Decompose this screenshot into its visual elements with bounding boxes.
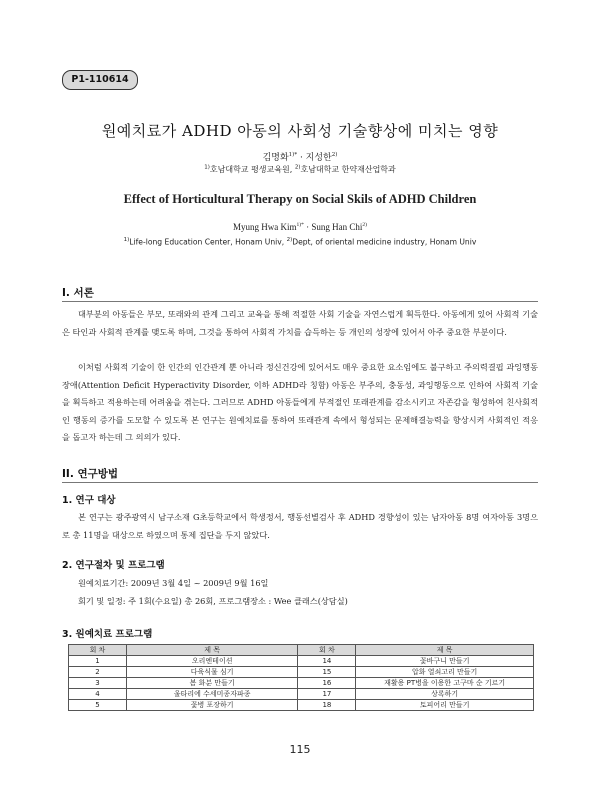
section-2-heading: II. 연구방법 xyxy=(62,468,119,480)
subsection-3-heading: 3. 원예치료 프로그램 xyxy=(62,629,153,640)
en-author-2-sup: 2) xyxy=(362,222,367,228)
header-title-1: 제 목 xyxy=(126,645,298,656)
english-affiliation xyxy=(0,237,600,247)
section-1-paragraph-1: 대부분의 아동들은 부모, 또래와의 관계 그리고 교육을 통해 적절한 사회 기술을 자연스럽게 획득한다. 아동에게 있어 사회적 기술은 타인과 사회적 관계를 맺도록 하며, 그것을 통하여 사회적 가치를 습득하는 등 개인의 성장에 있어서 아주 중요한 부분이다. xyxy=(62,309,538,337)
table-cell: 꽃병 포장하기 xyxy=(126,700,298,711)
en-author-1-sup: 1)* xyxy=(296,222,304,228)
table-cell: 압화 열쇠고리 만들기 xyxy=(356,667,534,678)
korean-affiliation xyxy=(0,164,600,175)
author-2-name: 지성한 xyxy=(305,153,332,163)
table-row xyxy=(69,700,534,711)
en-affil-2-sup: 2) xyxy=(286,237,293,243)
table-cell: 재활용 PT병을 이용한 고구마 순 기르기 xyxy=(356,678,534,689)
table-cell: 울타리에 수세미종자파종 xyxy=(126,689,298,700)
page-number: 115 xyxy=(289,743,311,756)
en-affil-1-sup: 1) xyxy=(123,237,130,243)
program-schedule: 회기 및 일정: 주 1회(수요일) 총 26회, 프로그램장소 : Wee 클래스(상담실) xyxy=(78,596,348,606)
en-author-2-name: Sung Han Chi xyxy=(311,222,363,232)
author-1-sup: 1)* xyxy=(288,152,298,158)
subsection-2-heading: 2. 연구절차 및 프로그램 xyxy=(62,560,165,571)
table-cell: 봄 화분 만들기 xyxy=(126,678,298,689)
table-cell: 2 xyxy=(69,667,127,678)
table-cell: 오리엔테이션 xyxy=(126,656,298,667)
table-cell: 16 xyxy=(298,678,356,689)
section-1-paragraph-2: 이처럼 사회적 기술이 한 인간의 인간관계 뿐 아니라 정신건강에 있어서도 매우 중요한 요소임에도 불구하고 주의력결핍 과잉행동장애(Attention Deficit Hyperactivity Disorder, 이하 ADHD라 칭함) 아동은 부주의, 충동성, 과잉행동으로 인하여 사회적 기술을 획득하고 적용하는데 어려움을 겪는다. 그러므로 ADHD 아동들에게 부적절인 또래관계를 감소시키고 자존감을 형성하여 친사회적인 행동의 증가를 도모할 수 있도록 본 연구는 원예치료를 통하여 또래관계 속에서 형성되는 문제해결능력을 향상시켜 사회적인 적응을 돕고자 하는데 그 의의가 있다. xyxy=(62,362,538,442)
korean-authors xyxy=(0,150,600,163)
table-header-row xyxy=(69,645,534,656)
header-session-1: 회 차 xyxy=(69,645,127,656)
section-2-rule xyxy=(62,482,538,483)
table-row xyxy=(69,656,534,667)
en-author-separator: · xyxy=(303,222,312,232)
affil-1-sup: 1) xyxy=(204,164,210,171)
en-affil-1-text: Life-long Education Center, Honam Univ, xyxy=(129,237,287,247)
en-author-1-name: Myung Hwa Kim xyxy=(233,222,297,232)
table-cell: 17 xyxy=(298,689,356,700)
table-cell: 꽃바구니 만들기 xyxy=(356,656,534,667)
header-title-2: 제 목 xyxy=(356,645,534,656)
table-cell: 다육식물 심기 xyxy=(126,667,298,678)
header-session-2: 회 차 xyxy=(298,645,356,656)
program-period: 원예치료기간: 2009년 3월 4일 ~ 2009년 9월 16일 xyxy=(78,578,269,588)
table-row xyxy=(69,667,534,678)
subsection-1-paragraph: 본 연구는 광주광역시 남구소재 G초등학교에서 학생정서, 행동선별검사 후 ADHD 경향성이 있는 남자아동 8명 여자아동 3명으로 총 11명을 대상으로 하였으며 통제 집단을 두지 않았다. xyxy=(62,512,538,540)
table-cell: 18 xyxy=(298,700,356,711)
korean-title: 원예치료가 ADHD 아동의 사회성 기술향상에 미치는 영향 xyxy=(101,122,499,140)
author-1-name: 김명화 xyxy=(262,153,289,163)
table-cell: 3 xyxy=(69,678,127,689)
table-cell: 15 xyxy=(298,667,356,678)
affil-1-text: 호남대학교 평생교육원, xyxy=(209,165,295,174)
table-cell: 상록하기 xyxy=(356,689,534,700)
table-cell: 토피어리 만들기 xyxy=(356,700,534,711)
affil-2-text: 호남대학교 한약재산업학과 xyxy=(300,165,396,174)
author-2-sup: 2) xyxy=(331,152,338,158)
en-affil-2-text: Dept, of oriental medicine industry, Honam Univ xyxy=(292,237,477,247)
paper-id-badge: P1-110614 xyxy=(62,70,138,90)
english-authors xyxy=(0,222,600,232)
author-separator: · xyxy=(297,153,306,163)
table-cell: 1 xyxy=(69,656,127,667)
english-title: Effect of Horticultural Therapy on Social Skils of ADHD Children xyxy=(123,192,477,206)
table-row xyxy=(69,689,534,700)
affil-2-sup: 2) xyxy=(294,164,301,171)
table-cell: 5 xyxy=(69,700,127,711)
table-cell: 4 xyxy=(69,689,127,700)
section-1-rule xyxy=(62,301,538,302)
subsection-1-heading: 1. 연구 대상 xyxy=(62,495,116,506)
program-table xyxy=(68,644,534,711)
section-1-heading: I. 서론 xyxy=(62,287,94,299)
table-row xyxy=(69,678,534,689)
table-cell: 14 xyxy=(298,656,356,667)
